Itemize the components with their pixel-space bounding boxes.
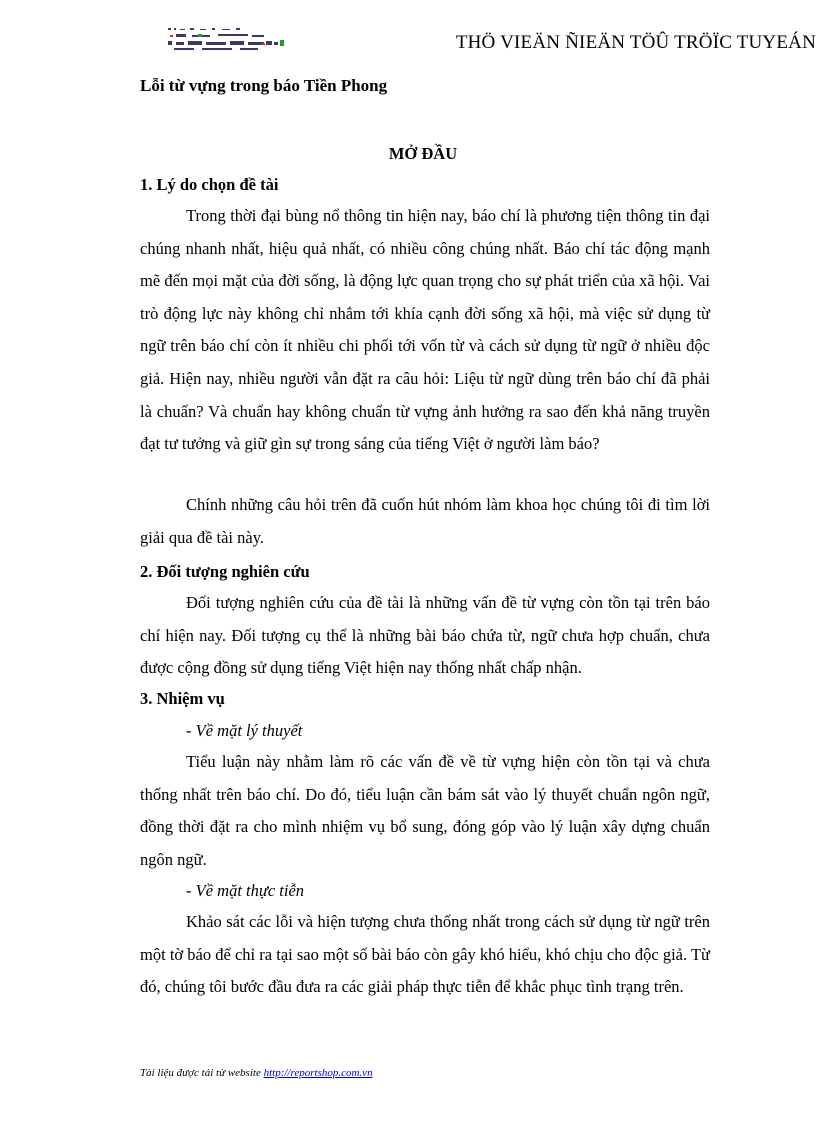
subsection-label: - Về mặt lý thuyết [186, 721, 303, 740]
paragraph: Đối tượng nghiên cứu của đề tài là những vấn đề từ vựng còn tồn tại trên báo chí hiện nay. Đối tượng cụ thể là những bài báo chứa từ, ngữ chưa hợp chuẩn, chưa được cộng đồng sử dụng tiếng Việt hiện nay thống nhất chấp nhận. [140, 593, 710, 678]
footer-link[interactable]: http://reportshop.com.vn [263, 1067, 373, 1079]
section-heading: 1. Lý do chọn đề tài [140, 175, 279, 194]
paragraph: Tiểu luận này nhằm làm rõ các vấn đề về từ vựng hiện còn tồn tại và chưa thống nhất trên báo chí. Do đó, tiểu luận cần bám sát vào lý thuyết chuẩn ngôn ngữ, đồng thời đặt ra cho mình nhiệm vụ bổ sung, đóng góp vào lý luận xây dựng chuẩn ngôn ngữ. [140, 752, 710, 869]
footer [140, 1067, 373, 1079]
section-heading: 2. Đối tượng nghiên cứu [140, 562, 310, 581]
header-library-name: THÖ VIEÄN ÑIEÄN TÖÛ TRÖÏC TUYEÁN [455, 32, 816, 53]
library-logo-icon [162, 26, 288, 56]
footer-text: Tài liệu được tải từ website [140, 1067, 264, 1079]
subsection-label: - Về mặt thực tiễn [186, 881, 305, 900]
document-title: Lỗi từ vựng trong báo Tiền Phong [140, 76, 388, 95]
paragraph: Khảo sát các lỗi và hiện tượng chưa thống nhất trong cách sử dụng từ ngữ trên một tờ báo để chỉ ra tại sao một số bài báo còn gây khó hiểu, khó chịu cho độc giả. Từ đó, chúng tôi bước đầu đưa ra các giải pháp thực tiễn để khắc phục tình trạng trên. [140, 912, 710, 997]
section-title: MỞ ĐẦU [388, 144, 458, 163]
section-heading: 3. Nhiệm vụ [140, 689, 225, 708]
paragraph: Chính những câu hỏi trên đã cuốn hút nhóm làm khoa học chúng tôi đi tìm lời giải qua đề tài này. [140, 495, 710, 547]
paragraph: Trong thời đại bùng nổ thông tin hiện nay, báo chí là phương tiện thông tin đại chúng nhanh nhất, hiệu quả nhất, có nhiều công chúng nhất. Báo chí tác động mạnh mẽ đến mọi mặt của đời sống, là động lực quan trọng cho sự phát triển của xã hội. Vai trò động lực này không chỉ nhắm tới khía cạnh đời sống xã hội, mà việc sử dụng từ ngữ trên báo chí còn ít nhiều chi phối tới vốn từ và cách sử dụng từ ngữ ở nhiều độc giả. Hiện nay, nhiều người vẫn đặt ra câu hỏi: Liệu từ ngữ dùng trên báo chí đã phải là chuẩn? Và chuẩn hay không chuẩn từ vựng ảnh hưởng ra sao đến khả năng truyền đạt tư tưởng và giữ gìn sự trong sáng của tiếng Việt ở người làm báo? [140, 206, 710, 454]
